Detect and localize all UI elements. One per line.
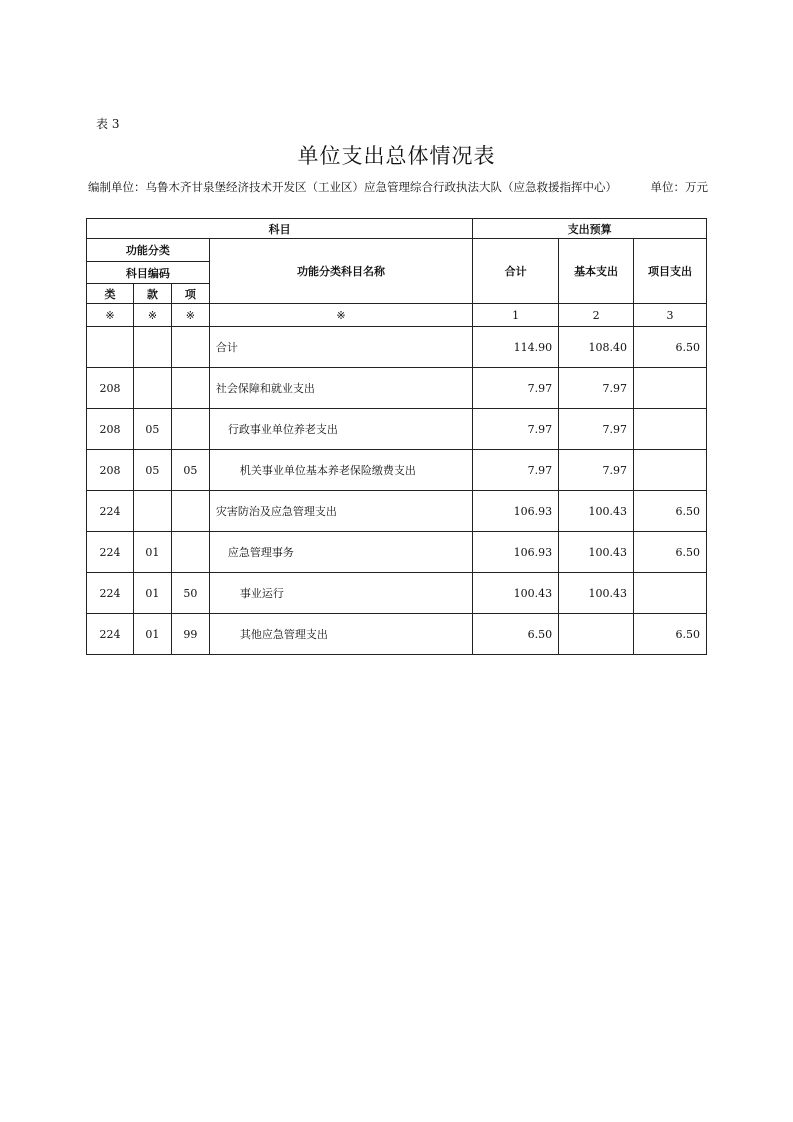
header-lei: 类 <box>87 284 134 304</box>
cell-basic: 108.40 <box>559 327 634 368</box>
cell-name: 合计 <box>209 327 472 368</box>
cell-xiang: 05 <box>171 450 209 491</box>
cell-basic <box>559 614 634 655</box>
cell-project <box>634 450 707 491</box>
cell-total: 7.97 <box>473 368 559 409</box>
cell-lei: 224 <box>87 491 134 532</box>
mark-xiang: ※ <box>171 304 209 327</box>
table-row <box>87 450 707 491</box>
org-name: 编制单位：乌鲁木齐甘泉堡经济技术开发区（工业区）应急管理综合行政执法大队（应急救援指挥中心） <box>88 180 617 194</box>
header-subject: 科目 <box>87 219 473 239</box>
cell-name: 行政事业单位养老支出 <box>209 409 472 450</box>
org-line <box>88 178 708 196</box>
cell-xiang: 50 <box>171 573 209 614</box>
mark-lei: ※ <box>87 304 134 327</box>
cell-basic: 7.97 <box>559 368 634 409</box>
header-basic: 基本支出 <box>559 239 634 304</box>
cell-total: 100.43 <box>473 573 559 614</box>
table-row <box>87 491 707 532</box>
header-kuan: 款 <box>133 284 171 304</box>
cell-kuan <box>133 368 171 409</box>
table-row <box>87 327 707 368</box>
mark-project: 3 <box>634 304 707 327</box>
cell-name: 灾害防治及应急管理支出 <box>209 491 472 532</box>
expenditure-table <box>86 218 707 655</box>
table-row <box>87 368 707 409</box>
mark-kuan: ※ <box>133 304 171 327</box>
cell-lei <box>87 327 134 368</box>
cell-lei: 208 <box>87 368 134 409</box>
page-title: 单位支出总体情况表 <box>297 144 496 168</box>
header-xiang: 项 <box>171 284 209 304</box>
table-row <box>87 573 707 614</box>
unit-label: 单位：万元 <box>650 180 708 194</box>
cell-name: 其他应急管理支出 <box>209 614 472 655</box>
cell-kuan <box>133 327 171 368</box>
cell-lei: 208 <box>87 450 134 491</box>
cell-project: 6.50 <box>634 532 707 573</box>
cell-total: 106.93 <box>473 532 559 573</box>
cell-xiang <box>171 532 209 573</box>
table-row <box>87 614 707 655</box>
cell-name: 社会保障和就业支出 <box>209 368 472 409</box>
mark-basic: 2 <box>559 304 634 327</box>
cell-basic: 100.43 <box>559 491 634 532</box>
cell-total: 106.93 <box>473 491 559 532</box>
cell-basic: 100.43 <box>559 532 634 573</box>
cell-basic: 7.97 <box>559 450 634 491</box>
cell-xiang <box>171 368 209 409</box>
cell-total: 7.97 <box>473 450 559 491</box>
cell-name: 机关事业单位基本养老保险缴费支出 <box>209 450 472 491</box>
cell-kuan: 01 <box>133 573 171 614</box>
table-row <box>87 409 707 450</box>
cell-basic: 7.97 <box>559 409 634 450</box>
cell-kuan: 01 <box>133 532 171 573</box>
header-func-code-2: 科目编码 <box>87 262 210 284</box>
mark-total: 1 <box>473 304 559 327</box>
header-func-code-line1: 功能分类 <box>125 244 170 257</box>
cell-kuan: 05 <box>133 409 171 450</box>
cell-total: 6.50 <box>473 614 559 655</box>
header-budget: 支出预算 <box>473 219 707 239</box>
header-project: 项目支出 <box>634 239 707 304</box>
cell-lei: 224 <box>87 614 134 655</box>
header-func-code <box>87 239 210 262</box>
cell-kuan: 05 <box>133 450 171 491</box>
cell-project: 6.50 <box>634 327 707 368</box>
cell-xiang <box>171 327 209 368</box>
cell-kuan: 01 <box>133 614 171 655</box>
cell-lei: 224 <box>87 573 134 614</box>
cell-total: 114.90 <box>473 327 559 368</box>
cell-project <box>634 573 707 614</box>
cell-name: 应急管理事务 <box>209 532 472 573</box>
marker-row <box>87 304 707 327</box>
cell-basic: 100.43 <box>559 573 634 614</box>
header-total: 合计 <box>473 239 559 304</box>
cell-project: 6.50 <box>634 614 707 655</box>
cell-xiang: 99 <box>171 614 209 655</box>
cell-total: 7.97 <box>473 409 559 450</box>
cell-name: 事业运行 <box>209 573 472 614</box>
cell-xiang <box>171 491 209 532</box>
cell-lei: 224 <box>87 532 134 573</box>
table-row <box>87 532 707 573</box>
table-number: 表 3 <box>96 117 120 131</box>
header-func-name: 功能分类科目名称 <box>209 239 472 304</box>
cell-project <box>634 409 707 450</box>
cell-project: 6.50 <box>634 491 707 532</box>
cell-xiang <box>171 409 209 450</box>
cell-lei: 208 <box>87 409 134 450</box>
mark-name: ※ <box>209 304 472 327</box>
cell-project <box>634 368 707 409</box>
cell-kuan <box>133 491 171 532</box>
